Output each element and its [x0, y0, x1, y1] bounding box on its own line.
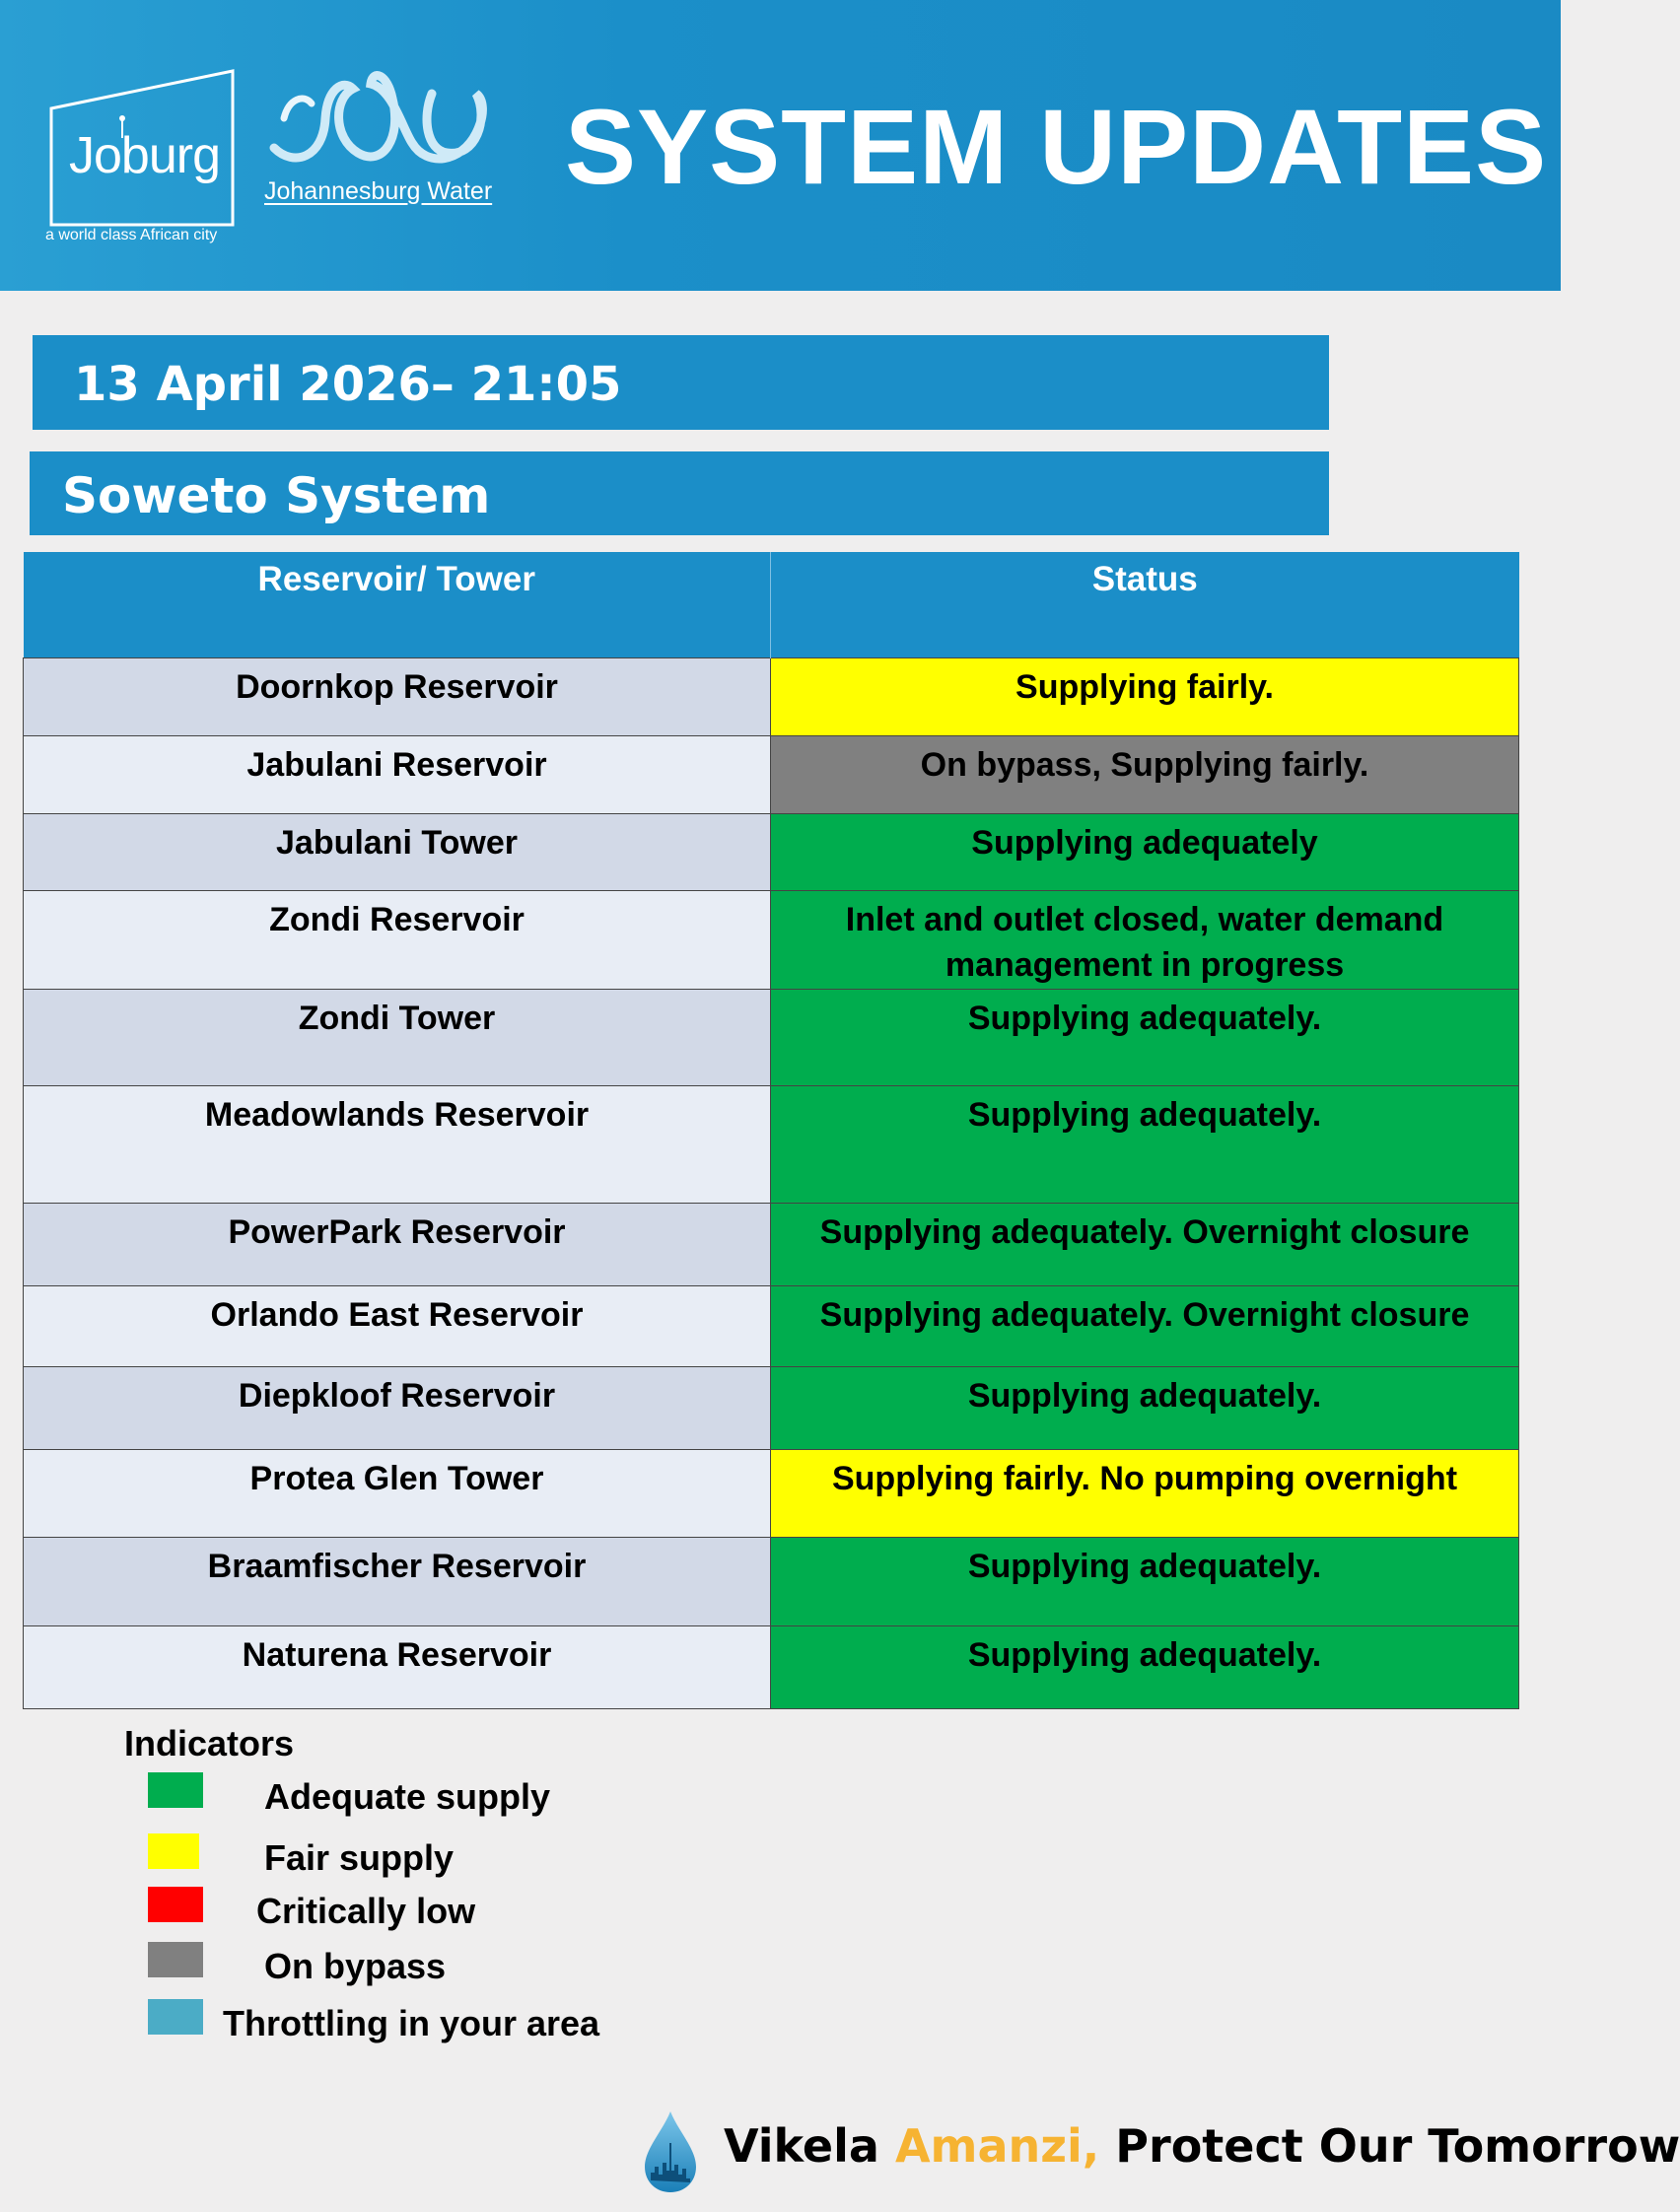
joburg-logo-text: Joburg	[69, 127, 220, 184]
johannesburg-water-text: Johannesburg Water	[264, 177, 493, 205]
table-header-row	[24, 552, 1519, 658]
status-cell: Supplying adequately.	[771, 1086, 1519, 1204]
reservoir-name: Orlando East Reservoir	[24, 1286, 771, 1367]
status-table	[23, 552, 1519, 1709]
system-name: Soweto System	[62, 467, 491, 524]
legend-swatch	[148, 1942, 203, 1977]
page-title: SYSTEM UPDATES	[565, 87, 1548, 206]
legend-label: Adequate supply	[264, 1776, 551, 1817]
table-row	[24, 814, 1519, 891]
reservoir-name: Naturena Reservoir	[24, 1626, 771, 1709]
water-drop-skyline-icon	[641, 2109, 700, 2194]
slogan-text	[724, 2119, 1680, 2173]
reservoir-name: Jabulani Reservoir	[24, 736, 771, 814]
table-row	[24, 1367, 1519, 1450]
table-row	[24, 1450, 1519, 1538]
status-cell: Supplying adequately. Overnight closure	[771, 1286, 1519, 1367]
column-header-status: Status	[771, 552, 1519, 658]
table-row	[24, 990, 1519, 1086]
status-cell: Supplying adequately	[771, 814, 1519, 891]
footer-slogan	[641, 2109, 1680, 2203]
slogan-part2: Protect Our Tomorrow	[1099, 2119, 1680, 2173]
slogan-part1: Vikela	[724, 2119, 895, 2173]
status-cell: Supplying adequately.	[771, 1538, 1519, 1626]
table-row	[24, 736, 1519, 814]
legend-swatch	[148, 1999, 203, 2035]
table-row	[24, 1626, 1519, 1709]
update-datetime: 13 April 2026– 21:05	[74, 357, 622, 412]
legend-swatch	[148, 1887, 203, 1922]
legend-item	[148, 1942, 739, 1985]
joburg-tagline: a world class African city	[45, 227, 218, 243]
header-banner	[0, 0, 1561, 291]
table-row	[24, 658, 1519, 736]
legend-item	[148, 1772, 739, 1816]
legend-swatch	[148, 1772, 203, 1808]
legend-label: Critically low	[256, 1891, 476, 1931]
legend-swatch	[148, 1833, 199, 1869]
status-cell: Supplying fairly. No pumping overnight	[771, 1450, 1519, 1538]
column-header-reservoir: Reservoir/ Tower	[24, 552, 771, 658]
status-cell: Supplying adequately.	[771, 1626, 1519, 1709]
reservoir-name: Zondi Tower	[24, 990, 771, 1086]
table-row	[24, 891, 1519, 990]
table-row	[24, 1286, 1519, 1367]
joburg-logo	[39, 59, 246, 256]
status-cell: Supplying adequately.	[771, 1367, 1519, 1450]
reservoir-name: Meadowlands Reservoir	[24, 1086, 771, 1204]
legend-item	[148, 1999, 739, 2042]
legend-item	[148, 1833, 739, 1877]
water-wave-icon	[264, 59, 501, 177]
legend-label: Throttling in your area	[223, 2003, 600, 2043]
status-cell: On bypass, Supplying fairly.	[771, 736, 1519, 814]
indicators-title: Indicators	[124, 1723, 295, 1763]
slogan-accent: Amanzi,	[894, 2119, 1100, 2173]
reservoir-name: Doornkop Reservoir	[24, 658, 771, 736]
status-cell: Inlet and outlet closed, water demand management in progress	[771, 891, 1519, 990]
legend-item	[148, 1887, 739, 1930]
reservoir-name: Jabulani Tower	[24, 814, 771, 891]
table-row	[24, 1086, 1519, 1204]
legend-label: On bypass	[264, 1946, 447, 1986]
status-cell: Supplying adequately. Overnight closure	[771, 1204, 1519, 1286]
reservoir-name: Protea Glen Tower	[24, 1450, 771, 1538]
date-bar	[33, 335, 1329, 430]
reservoir-name: Zondi Reservoir	[24, 891, 771, 990]
reservoir-name: Braamfischer Reservoir	[24, 1538, 771, 1626]
status-cell: Supplying fairly.	[771, 658, 1519, 736]
system-bar	[30, 451, 1329, 535]
status-cell: Supplying adequately.	[771, 990, 1519, 1086]
table-row	[24, 1204, 1519, 1286]
johannesburg-water-logo	[264, 59, 511, 217]
reservoir-name: Diepkloof Reservoir	[24, 1367, 771, 1450]
table-row	[24, 1538, 1519, 1626]
reservoir-name: PowerPark Reservoir	[24, 1204, 771, 1286]
legend-label: Fair supply	[264, 1837, 455, 1878]
